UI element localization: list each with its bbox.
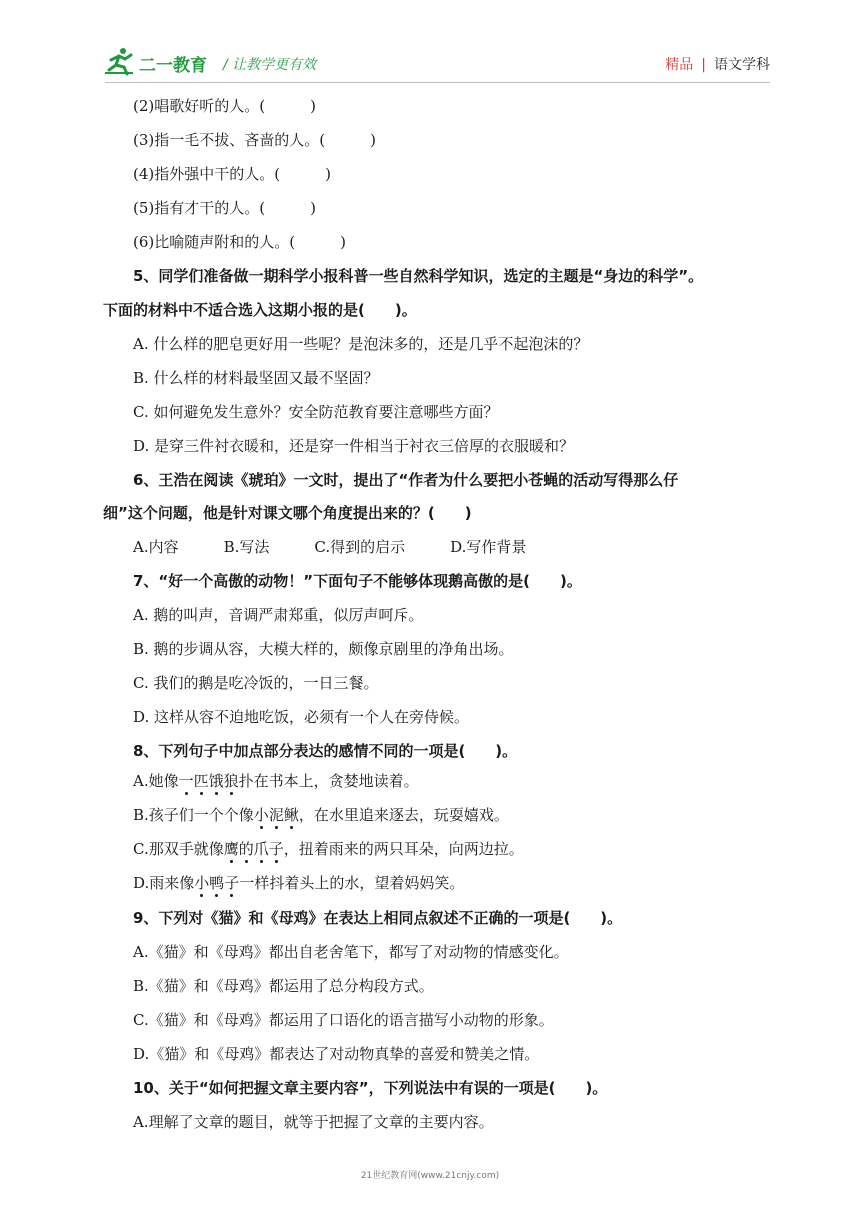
question-10: 10、关于“如何把握文章主要内容”，下列说法中有误的一项是( )。: [133, 1079, 608, 1097]
q9-option-b: B.《猫》和《母鸡》都运用了总分构段方式。: [133, 977, 434, 995]
question-5-line-1: 5、同学们准备做一期科学小报科普一些自然科学知识，选定的主题是“身边的科学”。: [133, 267, 704, 285]
item-4: (4)指外强中干的人。( ): [133, 165, 331, 183]
emphasis-char: 小: [253, 806, 269, 824]
q7-option-c: C. 我们的鹅是吃冷饭的，一日三餐。: [133, 674, 379, 692]
q8-option-b: [133, 805, 509, 825]
q8-option-a-post: 扑在书本上，贪婪地读着。: [238, 772, 419, 790]
q10-option-a: A.理解了文章的题目，就等于把握了文章的主要内容。: [133, 1113, 494, 1131]
emphasis-char: 一: [178, 772, 194, 790]
q8-option-d-pre: D.雨来像: [133, 874, 195, 892]
emphasis-char: 狼: [223, 772, 239, 790]
q9-option-d: D.《猫》和《母鸡》都表达了对动物真挚的喜爱和赞美之情。: [133, 1045, 540, 1063]
q9-option-a: A.《猫》和《母鸡》都出自老舍笔下，都写了对动物的情感变化。: [133, 943, 569, 961]
emphasis-char: 子: [268, 840, 284, 858]
q8-option-c-post: ，扭着雨来的两只耳朵，向两边拉。: [283, 840, 524, 858]
emphasis-char: 的: [238, 840, 254, 858]
slogan: / 让教学更有效: [223, 57, 317, 73]
emphasis-char: 子: [224, 874, 240, 892]
emphasis-char: 匹: [193, 772, 209, 790]
item-5: (5)指有才干的人。( ): [133, 199, 316, 217]
question-7: 7、“好一个高傲的动物！”下面句子不能够体现鹅高傲的是( )。: [133, 572, 582, 590]
subject-label: 语文学科: [714, 57, 770, 73]
q7-option-b: B. 鹅的步调从容，大模大样的，颇像京剧里的净角出场。: [133, 640, 514, 658]
q8-option-d: [133, 873, 464, 893]
runner-logo-icon: [105, 46, 135, 76]
q8-option-a: [133, 771, 419, 791]
q8-option-a-pre: A.她像: [133, 772, 179, 790]
emphasis-char: 爪: [253, 840, 269, 858]
q5-option-a: A. 什么样的肥皂更好用一些呢？是泡沫多的，还是几乎不起泡沫的？: [133, 335, 589, 353]
q5-option-d: D. 是穿三件衬衣暖和，还是穿一件相当于衬衣三倍厚的衣服暖和？: [133, 437, 575, 455]
q7-option-d: D. 这样从容不迫地吃饭，必须有一个人在旁侍候。: [133, 708, 470, 726]
q8-option-c-pre: C.那双手就像: [133, 840, 224, 858]
emphasis-char: 鸭: [209, 874, 225, 892]
header-right: [665, 54, 770, 74]
q8-option-d-emphasis: [194, 874, 239, 892]
item-3: (3)指一毛不拔、吝啬的人。( ): [133, 131, 376, 149]
item-6: (6)比喻随声附和的人。( ): [133, 233, 346, 251]
question-6-line-1: 6、王浩在阅读《琥珀》一文时，提出了“作者为什么要把小苍蝇的活动写得那么仔: [133, 471, 679, 489]
q7-option-a: A. 鹅的叫声，音调严肃郑重，似厉声呵斥。: [133, 606, 424, 624]
question-8: 8、下列句子中加点部分表达的感情不同的一项是( )。: [133, 742, 518, 760]
emphasis-char: 饿: [208, 772, 224, 790]
page-footer: 21世纪教育网(www.21cnjy.com): [360, 1171, 500, 1181]
q9-option-c: C.《猫》和《母鸡》都运用了口语化的语言描写小动物的形象。: [133, 1011, 554, 1029]
quality-tag: 精品: [665, 57, 694, 73]
q8-option-a-emphasis: [179, 772, 239, 790]
page-header: [105, 44, 770, 82]
q5-option-c: C. 如何避免发生意外？安全防范教育要注意哪些方面？: [133, 403, 499, 421]
q8-option-d-post: 一样抖着头上的水，望着妈妈笑。: [239, 874, 465, 892]
emphasis-char: 鹰: [223, 840, 239, 858]
q5-option-b: B. 什么样的材料最坚固又最不坚固？: [133, 369, 379, 387]
emphasis-char: 鳅: [283, 806, 299, 824]
q8-option-b-emphasis: [254, 806, 299, 824]
question-9: 9、下列对《猫》和《母鸡》在表达上相同点叙述不正确的一项是( )。: [133, 909, 623, 927]
header-divider: |: [701, 57, 706, 73]
emphasis-char: 小: [194, 874, 210, 892]
item-2: (2)唱歌好听的人。( ): [133, 97, 316, 115]
q8-option-c-emphasis: [224, 840, 284, 858]
header-rule: [105, 82, 770, 83]
q8-option-b-pre: B.孩子们一个个像: [133, 806, 254, 824]
q6-options: A.内容 B.写法 C.得到的启示 D.写作背景: [133, 538, 527, 556]
q8-option-b-post: ，在水里追来逐去，玩耍嬉戏。: [298, 806, 509, 824]
emphasis-char: 泥: [268, 806, 284, 824]
q8-option-c: [133, 839, 524, 859]
question-5-line-2: 下面的材料中不适合选入这期小报的是( )。: [103, 301, 417, 319]
logo-text: 二一教育: [139, 56, 207, 76]
question-6-line-2: 细”这个问题，他是针对课文哪个角度提出来的？( ): [103, 504, 472, 522]
